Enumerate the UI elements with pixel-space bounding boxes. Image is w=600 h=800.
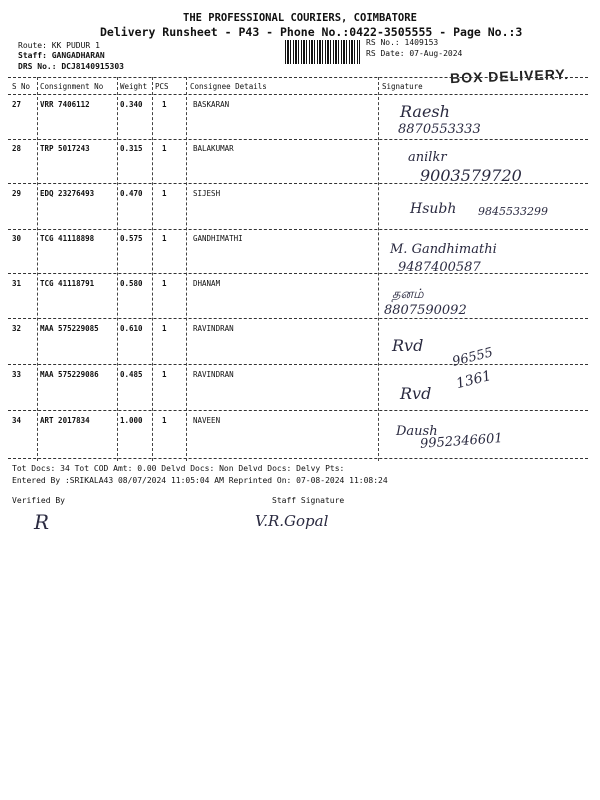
row-rule (8, 318, 588, 319)
row-pcs: 1 (162, 189, 167, 198)
row-consignee: DHANAM (193, 279, 221, 288)
table-row (0, 96, 600, 140)
row-weight: 0.580 (120, 279, 143, 288)
verified-signature: R (34, 510, 50, 534)
signature-phone: 8870553333 (398, 122, 481, 137)
row-consignment: TRP 5017243 (40, 144, 90, 153)
signature-name: Rvd (400, 384, 432, 403)
signature-phone: 96555 (450, 345, 495, 370)
col-consignee: Consignee Details (190, 82, 267, 91)
company-name: THE PROFESSIONAL COURIERS, COIMBATORE (183, 12, 417, 24)
signature-name: தனம் (392, 287, 424, 302)
signature-name: Hsubh (410, 201, 457, 217)
row-pcs: 1 (162, 279, 167, 288)
col-pcs: PCS (155, 82, 169, 91)
table-row (0, 320, 600, 370)
table-row (0, 275, 600, 319)
row-rule (8, 410, 588, 411)
col-consignment: Consignment No (40, 82, 104, 91)
route-label: Route: KK PUDUR 1 (18, 41, 100, 50)
table-bottom-rule (8, 458, 588, 459)
row-pcs: 1 (162, 234, 167, 243)
table-row (0, 140, 600, 184)
row-sno: 33 (12, 370, 22, 379)
signature-name: Raesh (400, 102, 450, 121)
signature-phone: 9003579720 (420, 166, 522, 185)
row-weight: 0.315 (120, 144, 143, 153)
row-consignment: MAA 575229085 (40, 324, 99, 333)
col-signature: Signature (382, 82, 423, 91)
signature-phone: 9952346601 (419, 431, 504, 452)
signature-phone: 9845533299 (478, 205, 548, 218)
row-consignment: EDQ 23276493 (40, 189, 95, 198)
rs-date: RS Date: 07-Aug-2024 (366, 49, 463, 58)
row-weight: 0.470 (120, 189, 143, 198)
row-consignment: TCG 41118791 (40, 279, 95, 288)
row-consignment: ART 2017834 (40, 416, 90, 425)
row-sno: 27 (12, 100, 22, 109)
row-consignment: TCG 41118898 (40, 234, 95, 243)
runsheet-title: Delivery Runsheet - P43 - Phone No.:0422-3505555 - Page No.:3 (100, 25, 523, 39)
row-sno: 31 (12, 279, 22, 288)
barcode (285, 40, 360, 64)
table-row (0, 185, 600, 229)
col-weight: Weight (120, 82, 148, 91)
row-consignee: RAVINDRAN (193, 370, 234, 379)
row-pcs: 1 (162, 324, 167, 333)
row-sno: 30 (12, 234, 22, 243)
row-weight: 0.340 (120, 100, 143, 109)
verified-by-label: Verified By (12, 496, 65, 505)
row-sno: 29 (12, 189, 22, 198)
col-sno: S No (12, 82, 31, 91)
signature-name: Rvd (392, 336, 424, 355)
row-consignee: RAVINDRAN (193, 324, 234, 333)
row-sno: 28 (12, 144, 22, 153)
table-row (0, 366, 600, 410)
totals-line: Tot Docs: 34 Tot COD Amt: 0.00 Delvd Docs: Non Delvd Docs: Delvy Pts: (12, 464, 345, 473)
row-consignment: VRR 7406112 (40, 100, 90, 109)
table-header-rule (8, 94, 588, 95)
row-sno: 32 (12, 324, 22, 333)
row-rule (8, 364, 588, 365)
row-consignee: GANDHIMATHI (193, 234, 243, 243)
row-weight: 0.610 (120, 324, 143, 333)
signature-phone: 9487400587 (398, 260, 481, 275)
row-weight: 0.575 (120, 234, 143, 243)
row-rule (8, 273, 588, 274)
signature-name: Daush (396, 424, 438, 439)
table-top-rule (8, 77, 588, 78)
rs-number: RS No.: 1409153 (366, 38, 439, 47)
table-row (0, 412, 600, 456)
signature-phone: 8807590092 (384, 303, 467, 318)
row-consignee: BASKARAN (193, 100, 230, 109)
row-rule (8, 183, 588, 184)
entered-by-line: Entered By :SRIKALA43 08/07/2024 11:05:04 AM Reprinted On: 07-08-2024 11:08:24 (12, 476, 388, 485)
row-consignee: NAVEEN (193, 416, 221, 425)
table-row (0, 230, 600, 274)
signature-name: anilkr (408, 150, 447, 165)
row-consignee: BALAKUMAR (193, 144, 234, 153)
row-weight: 1.000 (120, 416, 143, 425)
row-pcs: 1 (162, 100, 167, 109)
staff-label: Staff: GANGADHARAN (18, 51, 105, 60)
signature-phone: 1361 (454, 367, 494, 393)
drs-number: DRS No.: DCJ8140915303 (18, 62, 124, 71)
box-delivery-stamp: BOX DELIVERY. (449, 65, 570, 87)
signature-name: M. Gandhimathi (390, 242, 497, 257)
row-consignment: MAA 575229086 (40, 370, 99, 379)
staff-signature: V.R.Gopal (255, 512, 329, 530)
row-sno: 34 (12, 416, 22, 425)
row-consignee: SIJESH (193, 189, 221, 198)
row-weight: 0.485 (120, 370, 143, 379)
row-pcs: 1 (162, 416, 167, 425)
staff-signature-label: Staff Signature (272, 496, 345, 505)
row-pcs: 1 (162, 144, 167, 153)
row-pcs: 1 (162, 370, 167, 379)
